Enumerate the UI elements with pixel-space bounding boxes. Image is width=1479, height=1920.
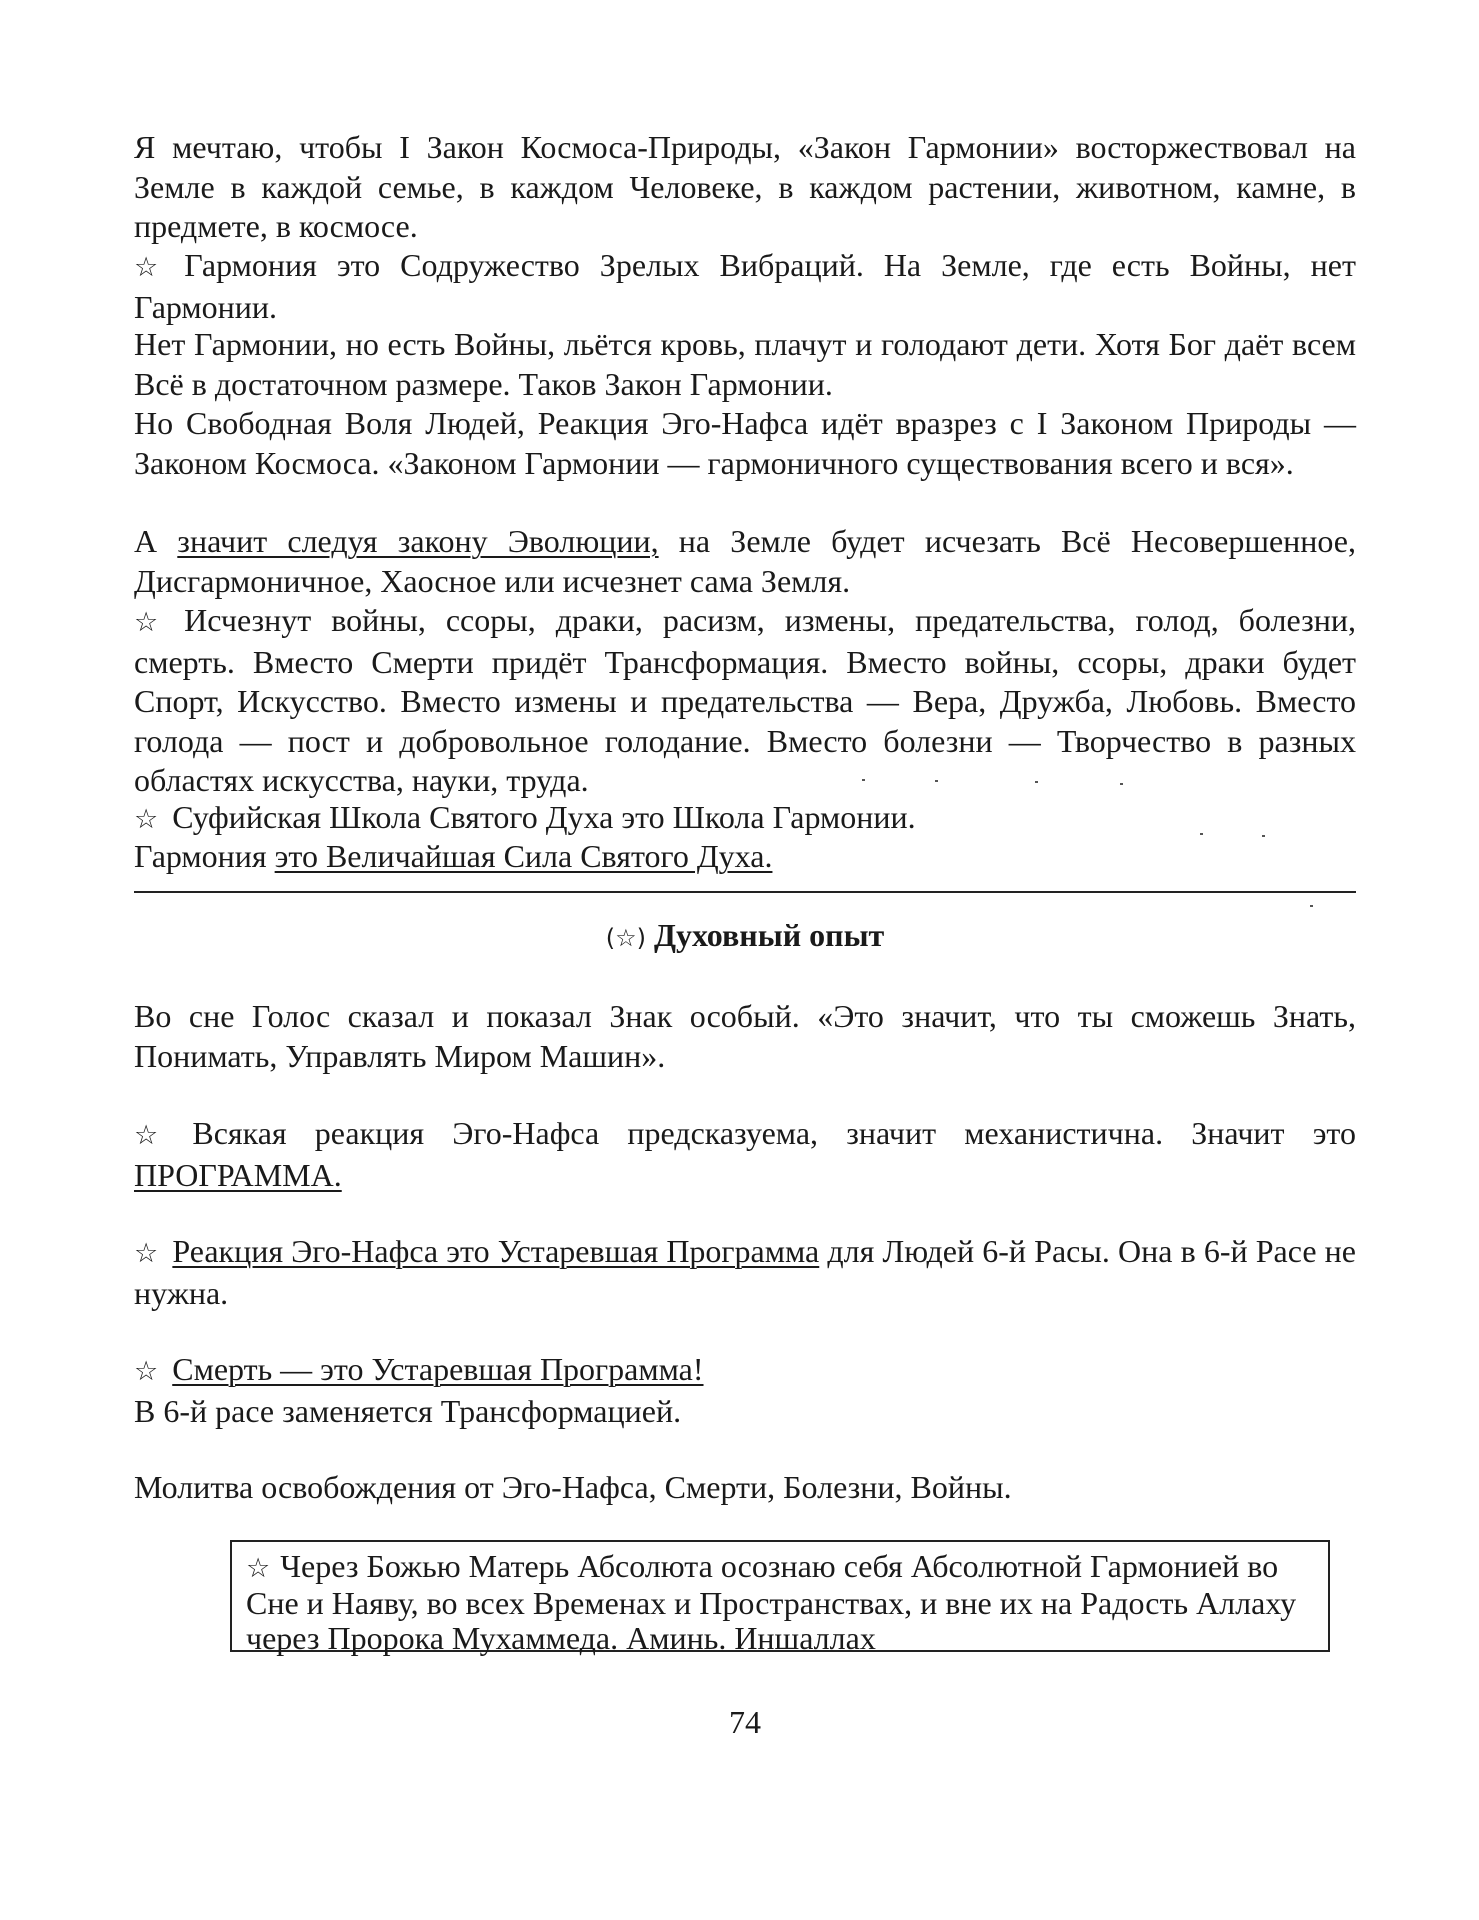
underlined-phrase: это Величайшая Сила Святого Духа. bbox=[274, 838, 773, 874]
underlined-phrase: Смерть — это Устаревшая Программа! bbox=[172, 1351, 704, 1387]
section-title: Духовный опыт bbox=[653, 917, 885, 953]
paragraph-sufi-school bbox=[134, 798, 1356, 840]
prayer-text: Через Божью Матерь Абсолюта осознаю себя Абсолютной Гармонией во Сне и Наяву, во всех Временах и Пространствах, и вне их на Радость Аллаху через Пророка Мухаммеда. Аминь. Иншаллах bbox=[246, 1548, 1297, 1656]
page-number: 74 bbox=[729, 1704, 761, 1740]
section-heading bbox=[134, 915, 1356, 958]
paragraph-dream-text: Я мечтаю, чтобы I Закон Космоса-Природы, «Закон Гармонии» восторжествовал на Земле в каждой семье, в каждом Человеке, в каждом растении, животном, камне, в предмете, в космосе. bbox=[134, 129, 1356, 244]
scan-speck bbox=[862, 779, 865, 781]
paragraph-free-will-text: Но Свободная Воля Людей, Реакция Эго-Нафса идёт вразрез с I Законом Природы — Законом Космоса. «Законом Гармонии — гармоничного существования всего и вся». bbox=[134, 405, 1356, 481]
paragraph-greatest-power-start: Гармония bbox=[134, 838, 275, 874]
paragraph-disappear bbox=[134, 601, 1356, 801]
paragraph-dream bbox=[134, 128, 1356, 247]
paragraph-reaction-program bbox=[134, 1114, 1356, 1195]
paragraph-harmony-definition bbox=[134, 246, 1356, 327]
paragraph-free-will bbox=[134, 404, 1356, 483]
scan-speck bbox=[1035, 781, 1038, 783]
paragraph-evolution-end: на Земле будет исчезать Всё Несовершенное, Дисгармоничное, Хаосное или исчезнет сама Земля. bbox=[134, 523, 1357, 599]
star-icon: ☆ bbox=[134, 1356, 159, 1387]
scan-speck bbox=[1120, 783, 1123, 785]
paragraph-reaction-program-text: Всякая реакция Эго-Нафса предсказуема, значит механистична. Значит это bbox=[192, 1115, 1356, 1151]
scan-speck bbox=[1200, 833, 1203, 835]
star-in-circle-icon: (☆) bbox=[605, 924, 646, 952]
horizontal-divider bbox=[134, 891, 1356, 893]
paragraph-sufi-school-text: Суфийская Школа Святого Духа это Школа Гармонии. bbox=[172, 799, 916, 835]
paragraph-voice bbox=[134, 997, 1356, 1076]
paragraph-prayer-intro bbox=[134, 1468, 1356, 1508]
paragraph-harmony-definition-text: Гармония это Содружество Зрелых Вибраций. На Земле, где есть Войны, нет Гармонии. bbox=[134, 247, 1356, 325]
star-icon: ☆ bbox=[134, 804, 159, 835]
star-icon: ☆ bbox=[134, 1238, 159, 1269]
paragraph-evolution bbox=[134, 522, 1356, 601]
star-icon: ☆ bbox=[134, 1120, 179, 1151]
underlined-phrase: Реакция Эго-Нафса это Устаревшая Программа bbox=[172, 1233, 820, 1269]
star-icon: ☆ bbox=[134, 252, 171, 283]
paragraph-voice-text: Во сне Голос сказал и показал Знак особый. «Это значит, что ты сможешь Знать, Понимать, Управлять Миром Машин». bbox=[134, 998, 1356, 1074]
prayer-box bbox=[230, 1540, 1330, 1656]
paragraph-outdated-program-text: для Людей 6-й Расы. Она в 6-й Расе не нужна. bbox=[134, 1233, 1357, 1311]
paragraph-no-harmony bbox=[134, 325, 1356, 404]
scan-speck bbox=[1310, 905, 1313, 907]
paragraph-prayer-intro-text: Молитва освобождения от Эго-Нафса, Смерти, Болезни, Войны. bbox=[134, 1469, 1012, 1505]
paragraph-disappear-text: Исчезнут войны, ссоры, драки, расизм, измены, предательства, голод, болезни, смерть. Вместо Смерти придёт Трансформация. Вместо войны, ссоры, драки будет Спорт, Искусство. Вместо измены и предательства — Вера, Дружба, Любовь. Вместо голода — пост и добровольное голодание. Вместо болезни — Творчество в разных областях искусства, науки, труда. bbox=[134, 602, 1356, 798]
paragraph-death-program-line2: В 6-й расе заменяется Трансформацией. bbox=[134, 1392, 682, 1429]
paragraph-no-harmony-text: Нет Гармонии, но есть Войны, льётся кровь, плачут и голодают дети. Хотя Бог даёт всем Всё в достаточном размере. Таков Закон Гармонии. bbox=[134, 326, 1356, 402]
paragraph-outdated-program bbox=[134, 1232, 1356, 1313]
paragraph-evolution-start: А bbox=[134, 523, 178, 559]
paragraph-death-program bbox=[134, 1350, 1356, 1431]
underlined-phrase: ПРОГРАММА. bbox=[134, 1156, 342, 1193]
scan-speck bbox=[1262, 835, 1265, 837]
scan-speck bbox=[935, 780, 938, 782]
star-icon: ☆ bbox=[134, 607, 171, 638]
paragraph-greatest-power bbox=[134, 837, 1356, 877]
underlined-phrase: значит следуя закону Эволюции, bbox=[177, 523, 659, 559]
star-icon: ☆ bbox=[246, 1553, 271, 1584]
